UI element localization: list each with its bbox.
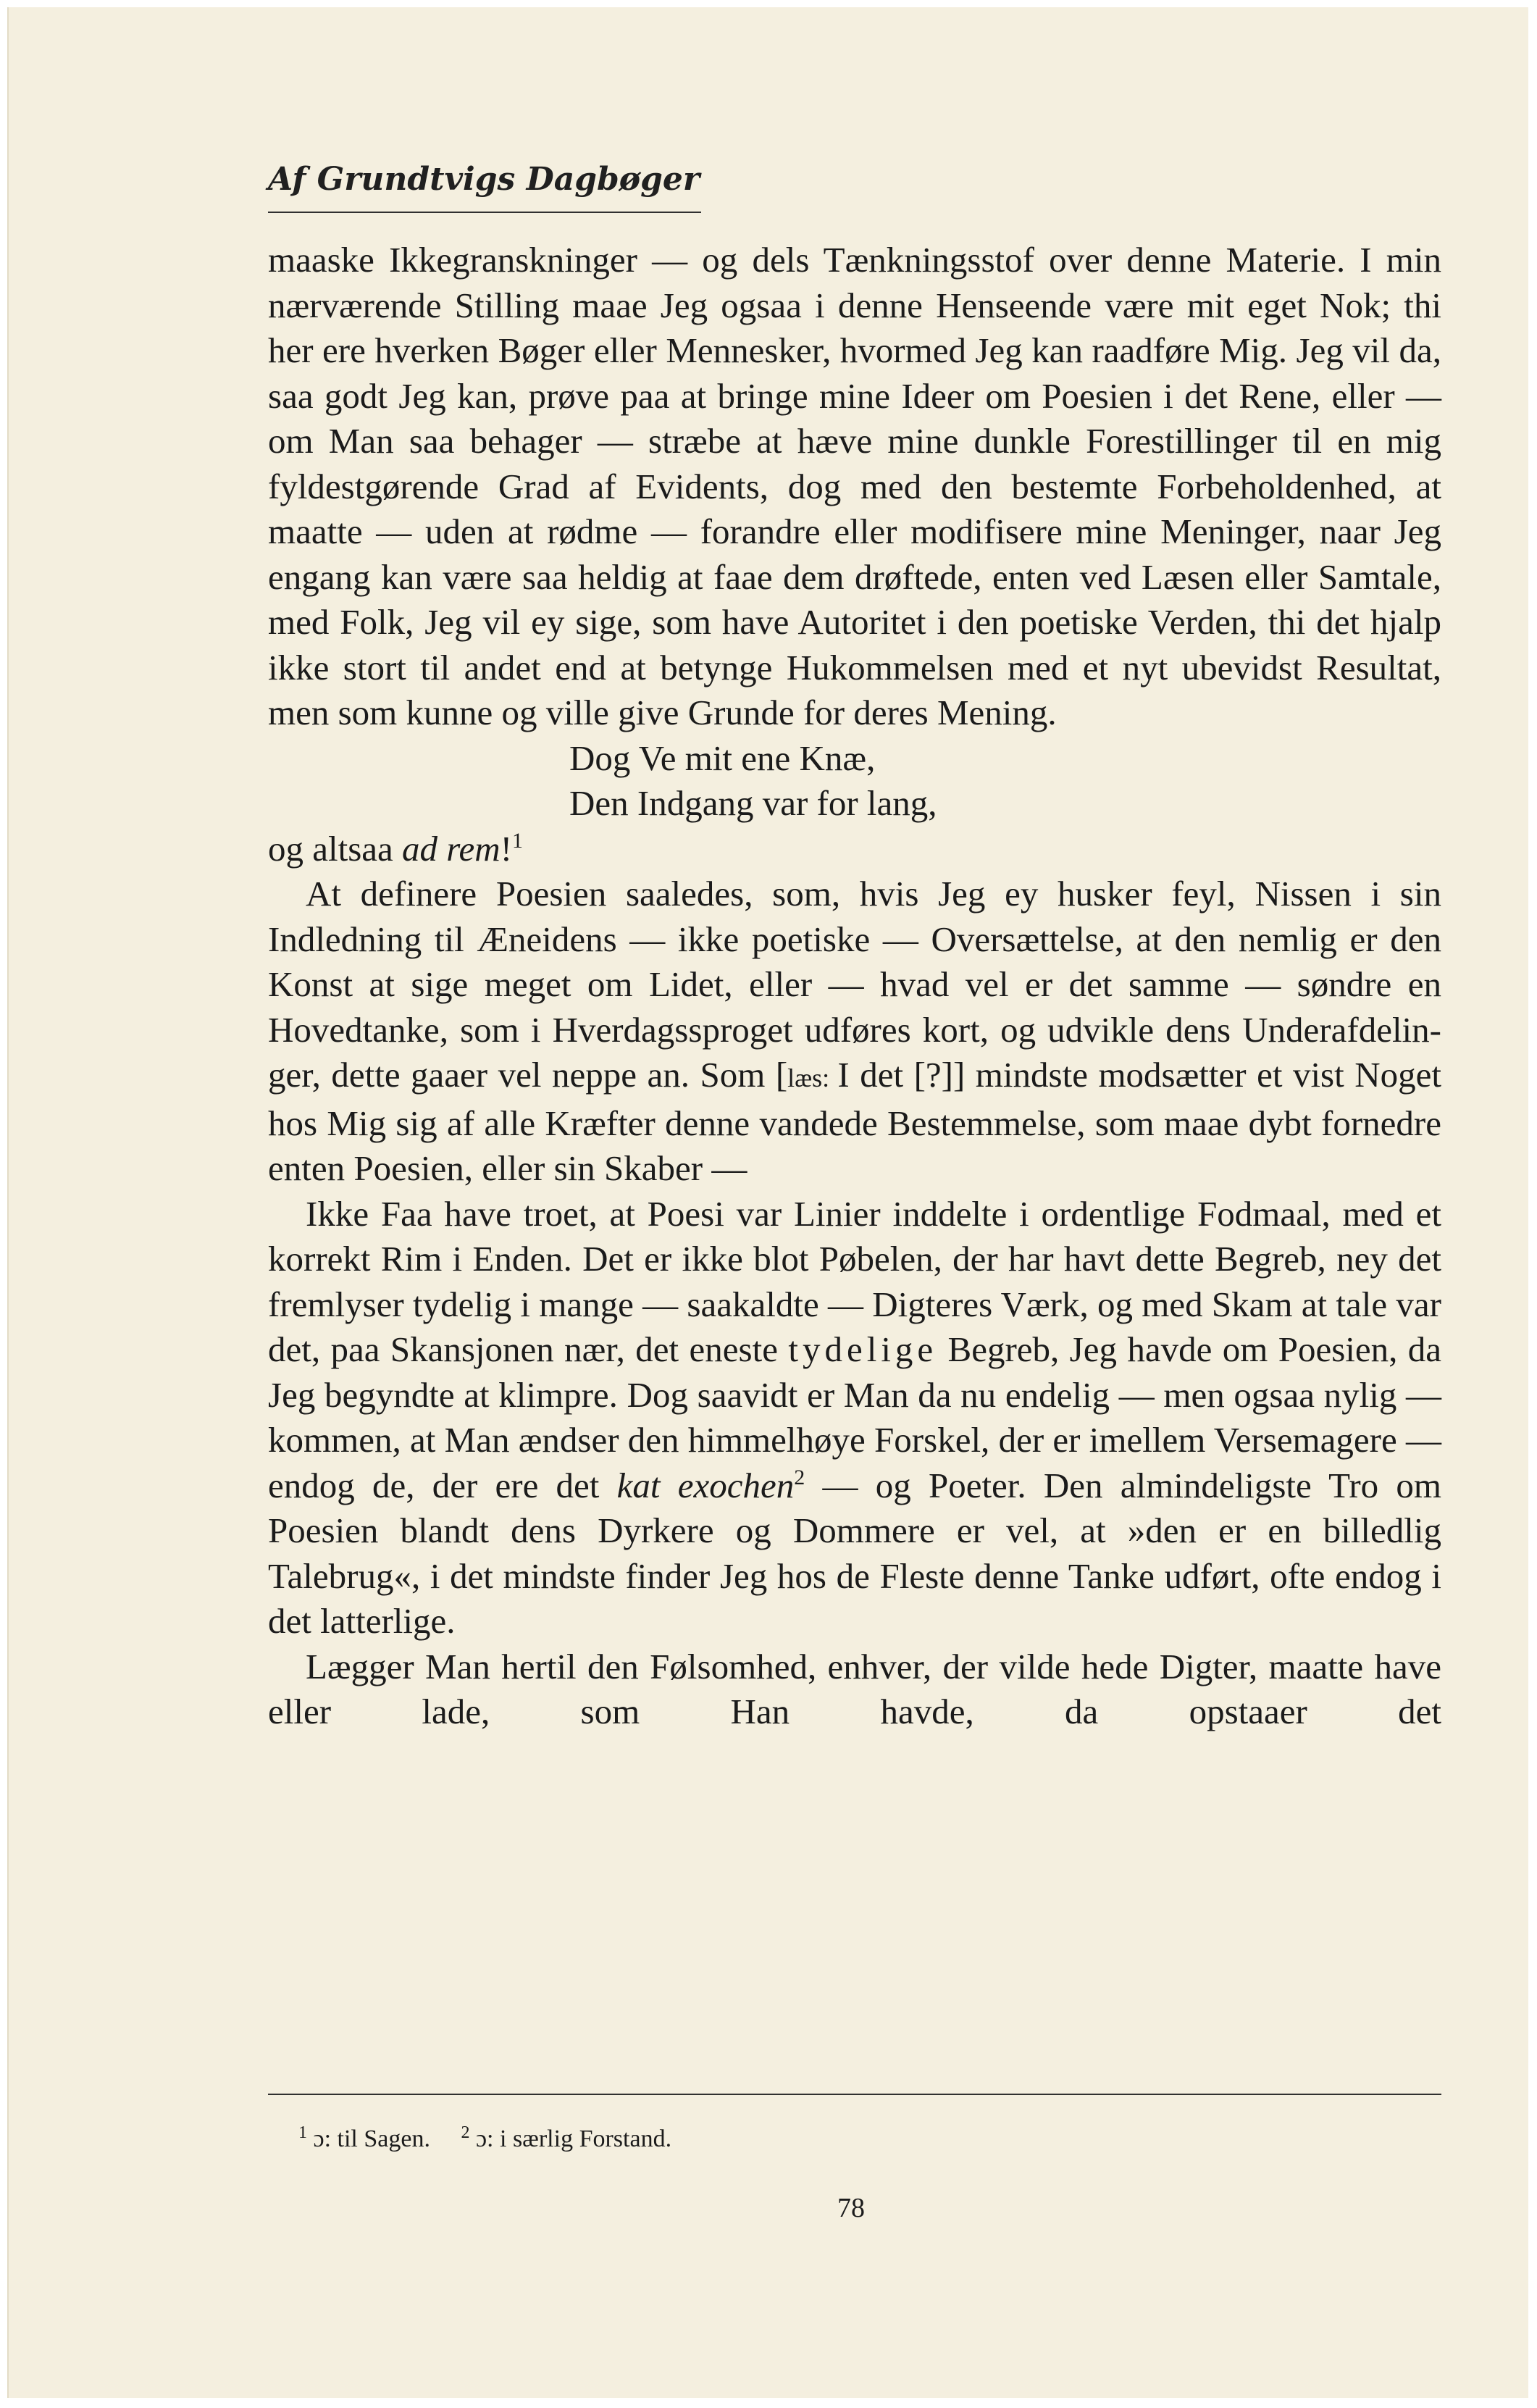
- book-page: [7, 7, 1528, 2398]
- latin-phrase: ad rem: [402, 828, 501, 869]
- footnotes: [298, 2125, 696, 2153]
- paragraph-1: maaske Ikkegranskninger — og dels Tænkningsstof over denne Materie. I min nærværende Stilling maae Jeg ogsaa i denne Henseende være mit eget Nok; thi her ere hverken Bøger eller Mennesker, hvormed Jeg kan raadføre Mig. Jeg vil da, saa godt Jeg kan, prøve paa at bringe mine Ideer om Poesien i det Rene, eller — om Man saa behager — stræbe at hæve mine dunkle Forestillinger til en mig fyldestgørende Grad af Evidents, dog med den bestemte Forbeholdenhed, at maatte — uden at rødme — forandre eller modifisere mine Meninger, naar Jeg engang kan være saa heldig at faae dem drøftede, enten ved Læsen eller Samtale, med Folk, Jeg vil ey sige, som have Autoritet i den poetiske Verden, thi det hjalp ikke stort til andet end at betynge Hukommelsen med et nyt ubevidst Resultat, men som kunne og ville give Grunde for deres Mening.: [268, 240, 1441, 732]
- editorial-bracket-open: [: [775, 1055, 788, 1095]
- footnote-1: [298, 2125, 430, 2153]
- verse-quote: [268, 736, 1441, 827]
- footnote-1-text: ɔ: til Sagen.: [313, 2125, 430, 2152]
- footnote-2: [461, 2125, 671, 2153]
- footnote-ref-1: 1: [512, 828, 524, 853]
- paragraph-2: [268, 827, 1441, 872]
- footnote-rule: [268, 2094, 1441, 2095]
- running-head-rule: [268, 212, 701, 213]
- paragraph-4-text-c: — og Poeter. Den almindeligste Tro om Poesien blandt dens Dyrkere og Dommere er vel, at »den er en billedlig Talebrug«, i det mindste finder Jeg hos de Fleste denne Tanke udført, ofte endog i det latterlige.: [268, 1465, 1441, 1641]
- footnote-ref-2: 2: [794, 1465, 805, 1489]
- main-text: [268, 238, 1441, 1735]
- footnote-1-number: 1: [298, 2123, 307, 2142]
- paragraph-4-text-b: Begreb, Jeg havde om Poesien, da Jeg begyndte at klimpre. Dog saavidt er Man da nu endelig — men ogsaa nylig — kommen, at Man ændser den himmelhøye Forskel, der er imellem Versemagere — endog de, der ere det: [268, 1329, 1442, 1505]
- greek-phrase: kat exochen: [616, 1465, 795, 1505]
- footnote-2-number: 2: [461, 2123, 470, 2142]
- paragraph-2-punct: !: [500, 828, 513, 869]
- editorial-note-text: I det [?]: [837, 1055, 953, 1095]
- paragraph-3-text-b: mindste modsætter et vist Noget hos Mig sig af alle Kræfter denne vandede Bestemmelse, som maae dybt fornedre enten Poesien, eller sin Skaber —: [268, 1055, 1441, 1188]
- paragraph-4-text-a: Ikke Faa have troet, at Poesi var Linier inddelte i ordentlige Fodmaal, med et korrekt Rim i Enden. Det er ikke blot Pøbelen, der har havt dette Begreb, ney det fremlyser tydelig i mange — saakaldte — Digteres Værk, og med Skam at tale var det, paa Skansjonen nær, det eneste: [268, 1193, 1441, 1369]
- verse-line-1: Dog Ve mit ene Knæ,: [569, 737, 876, 778]
- paragraph-3-text-a: At definere Poesien saaledes, som, hvis Jeg ey husker feyl, Nissen i sin Indledning til Æneidens — ikke poetiske — Oversættelse, at den nemlig er den Konst at sige meget om Lidet, eller — hvad vel er det samme — søndre en Hovedtanke, som i Hverdagssproget udføres kort, og udvikle dens Underafdelinger, dette gaaer vel neppe an. Som: [268, 874, 1441, 1095]
- paragraph-3: [268, 871, 1441, 1192]
- page-number: 78: [837, 2193, 865, 2223]
- footnote-2-text: ɔ: i særlig Forstand.: [475, 2125, 672, 2152]
- editorial-bracket-close: ]: [952, 1055, 966, 1095]
- emphasized-word: tydelige: [788, 1329, 938, 1369]
- paragraph-2-text: og altsaa: [268, 828, 403, 869]
- paragraph-4: [268, 1192, 1441, 1644]
- paragraph-5: Lægger Man hertil den Følsomhed, enhver, der vilde hede Digter, maatte have eller lade, som Han havde, da opstaaer det: [268, 1646, 1441, 1731]
- running-head: Af Grundtvigs Dagbøger: [268, 161, 700, 198]
- verse-line-2: Den Indgang var for lang,: [569, 783, 937, 823]
- editorial-note-label: læs:: [787, 1063, 838, 1092]
